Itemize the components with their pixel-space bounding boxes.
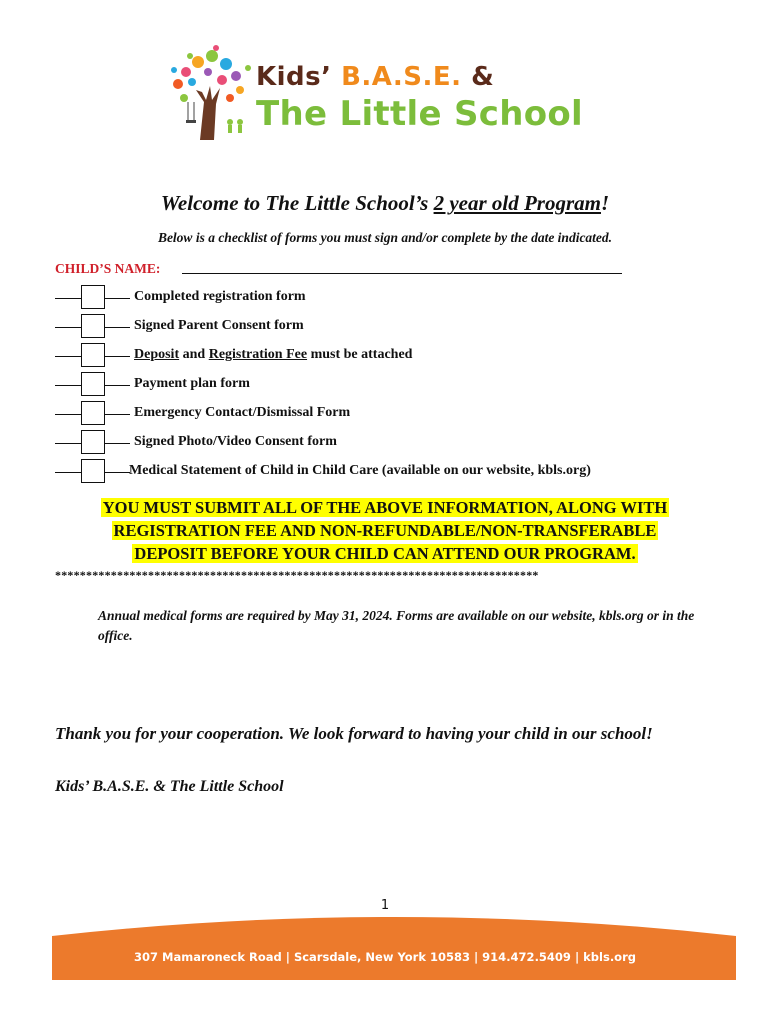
tree-icon [164,42,254,142]
checklist-item [55,430,755,454]
checkbox[interactable] [81,285,105,309]
logo-kids-base [256,62,494,92]
checkbox[interactable] [81,430,105,454]
page-number: 1 [380,898,390,913]
footer-address: 307 Mamaroneck Road | Scarsdale, New York 10583 | 914.472.5409 | kbls.org [134,950,636,964]
checklist-item [55,401,755,425]
attached-text: must be attached [307,347,413,362]
child-name-label: CHILD’S NAME: [55,261,161,276]
footer-band [52,908,736,980]
checklist-label: Completed registration form [134,289,306,304]
registration-fee-text: Registration Fee [208,347,308,362]
checklist-label: Signed Photo/Video Consent form [134,434,337,449]
checkbox[interactable] [81,401,105,425]
checkbox[interactable] [81,314,105,338]
warning-line-2: REGISTRATION FEE AND NON-REFUNDABLE/NON-TRANSFERABLE [113,521,657,540]
thank-you-text: Thank you for your cooperation. We look forward to having your child in our school! [55,724,653,743]
checkbox[interactable] [81,459,105,483]
checklist-item [55,372,755,396]
deposit-text: Deposit [134,347,180,362]
checklist-item [55,314,755,338]
checklist-item [55,285,755,309]
checklist-label: Payment plan form [134,376,250,391]
logo-school-name: The Little School [256,94,583,134]
logo-ampersand: & [471,62,495,92]
checkbox[interactable] [81,343,105,367]
warning-line-3: DEPOSIT BEFORE YOUR CHILD CAN ATTEND OUR PROGRAM. [134,544,636,563]
page-subtitle: Below is a checklist of forms you must sign and/or complete by the date indicated. [157,230,613,245]
title-prefix: Welcome to The Little School’s [160,191,434,215]
annual-medical-note: Annual medical forms are required by May 31, 2024. Forms are available on our website, kbls.org or in the office. [98,608,695,643]
separator: ****************************************************************************** [55,568,539,582]
checkbox[interactable] [81,372,105,396]
school-logo [164,42,606,142]
checklist-item [55,343,755,367]
logo-kids-word: Kids’ [256,62,332,92]
child-name-field[interactable] [182,273,622,274]
checklist-label: Signed Parent Consent form [134,318,304,333]
checklist-item [55,459,755,483]
and-text: and [179,347,209,362]
checklist-label: Emergency Contact/Dismissal Form [134,405,351,420]
warning-line-1: YOU MUST SUBMIT ALL OF THE ABOVE INFORMATION, ALONG WITH [102,498,668,517]
checklist-label [134,347,412,363]
logo-base-word: B.A.S.E. [341,62,462,92]
title-suffix: ! [600,191,610,215]
signature: Kids’ B.A.S.E. & The Little School [55,778,284,795]
submission-warning [0,496,770,565]
page-title [0,191,770,216]
title-program: 2 year old Program [433,191,601,215]
checklist-label: Medical Statement of Child in Child Care (available on our website, kbls.org) [129,463,591,478]
